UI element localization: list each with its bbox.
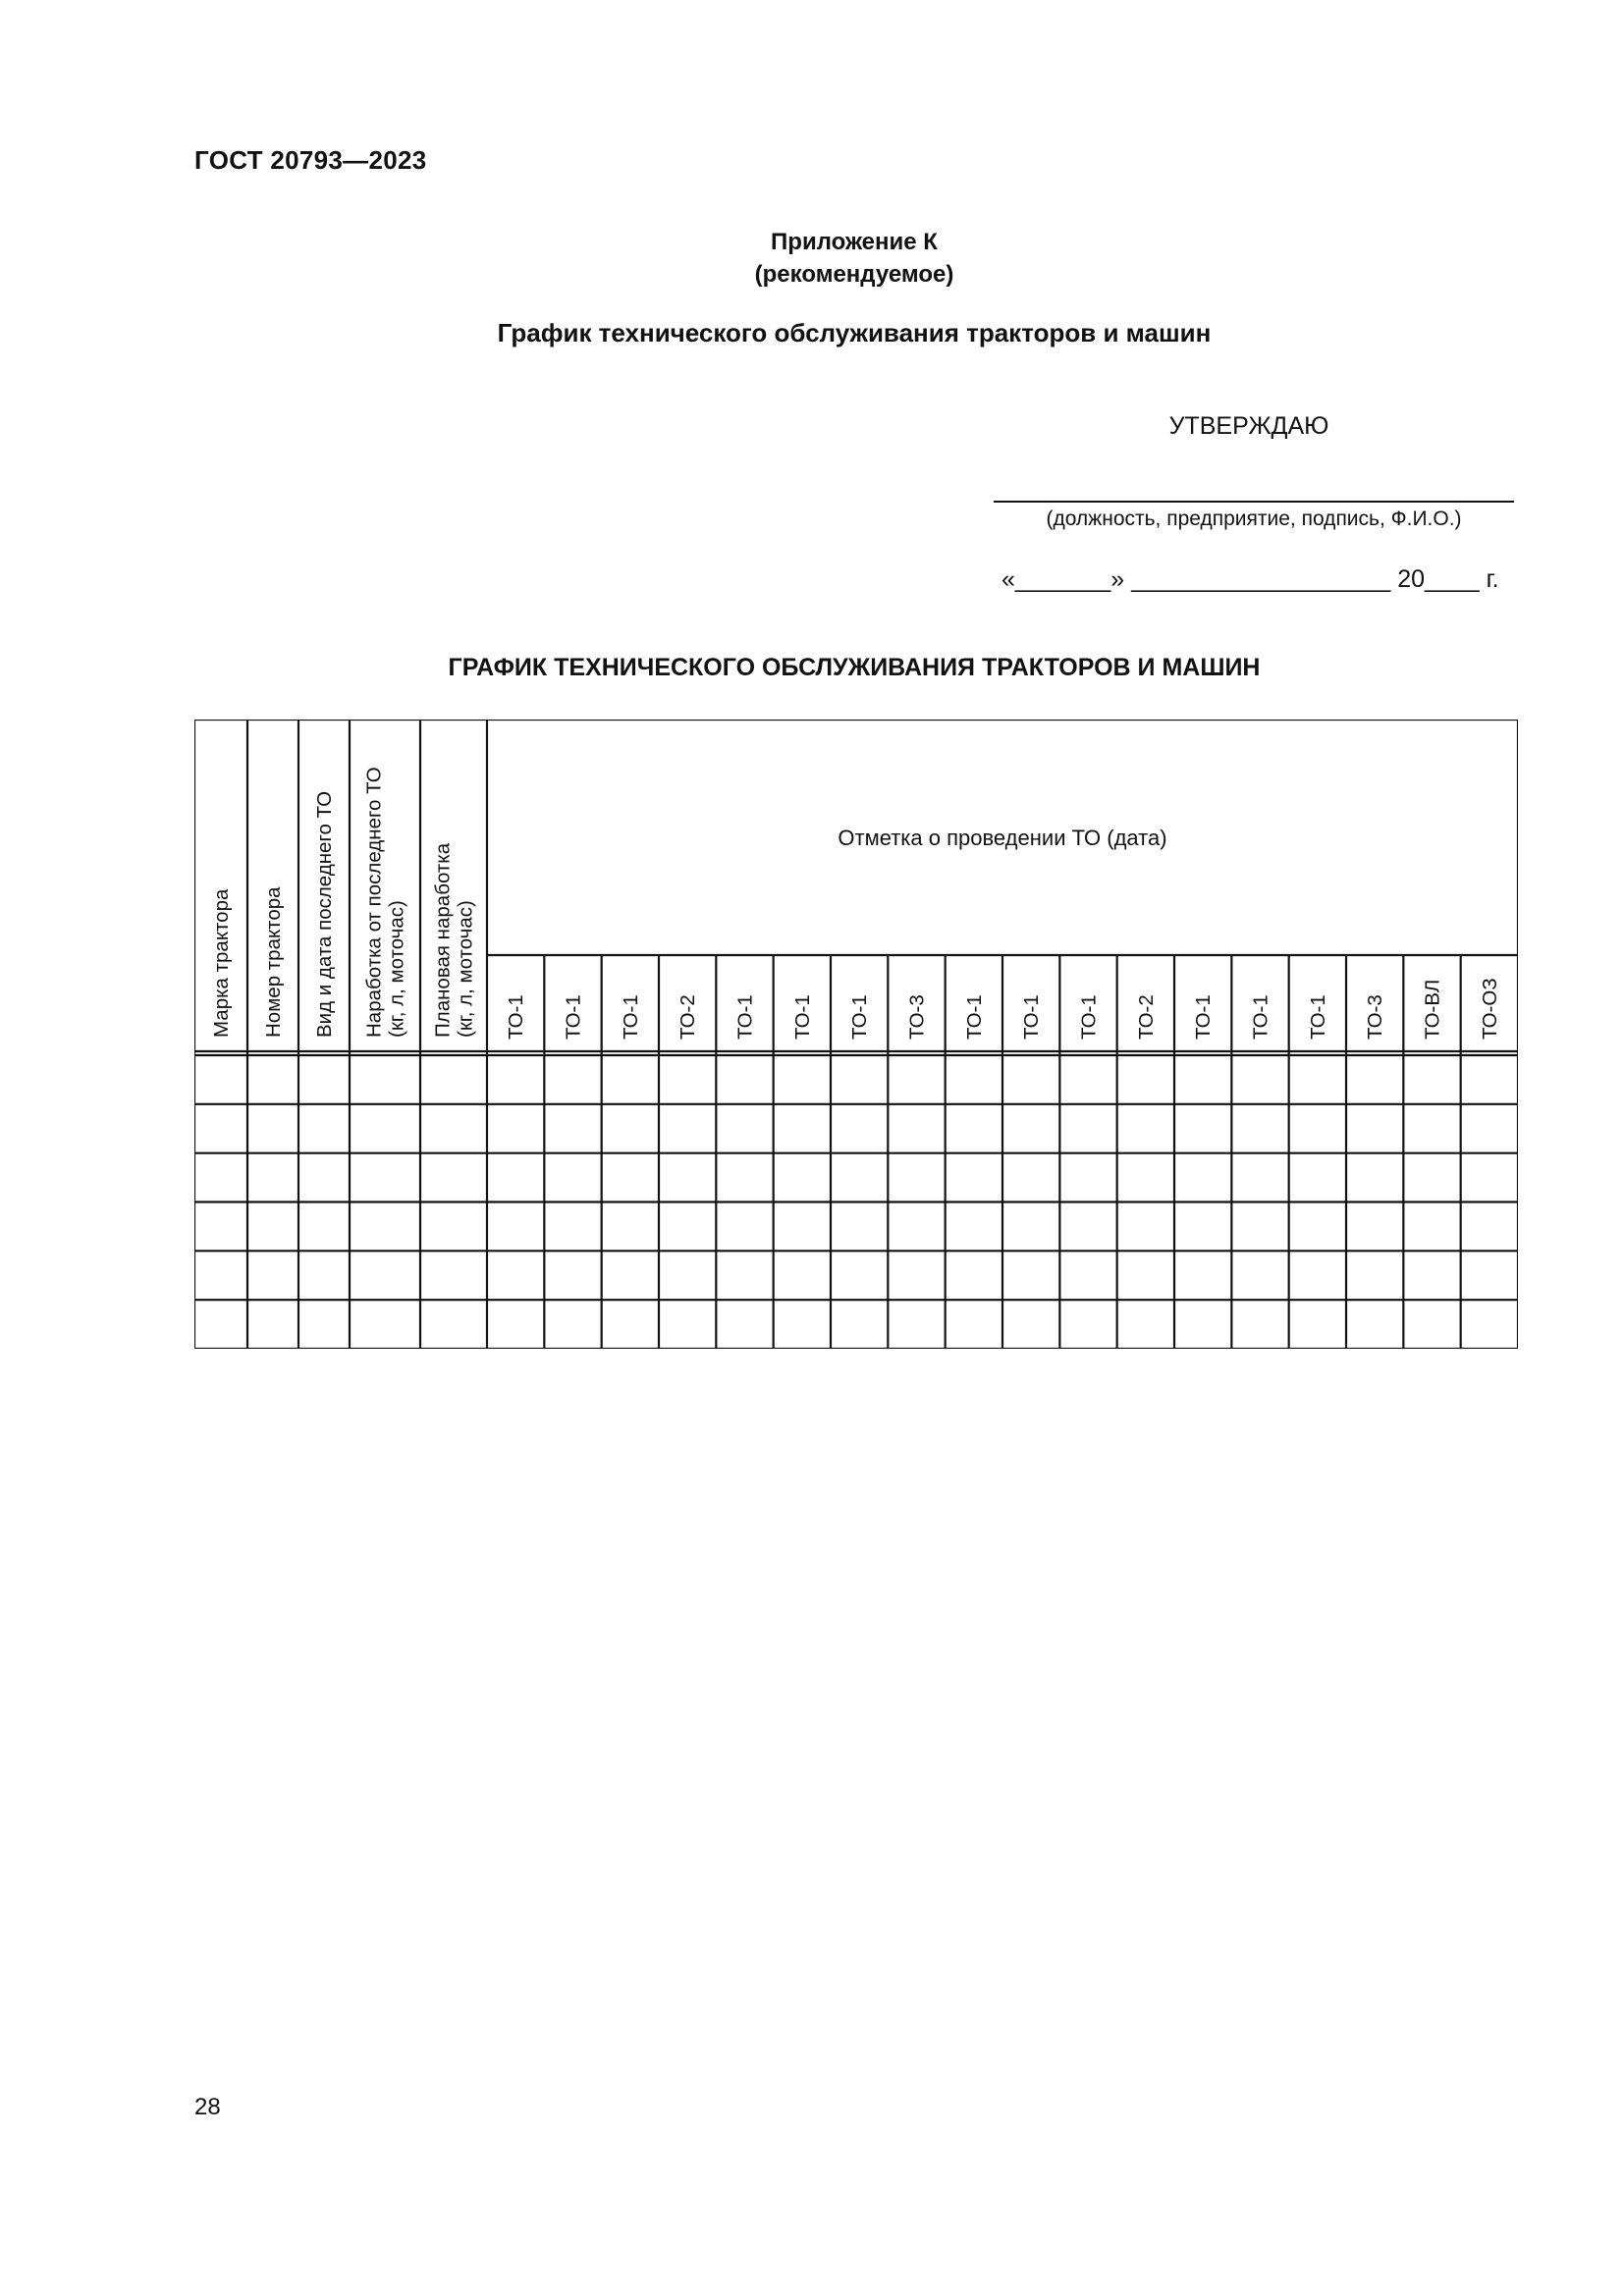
maintenance-column-label: ТО-1 [562,994,585,1040]
maintenance-column-label: ТО-1 [962,994,986,1040]
column-header-2: Номер трактора [262,886,285,1038]
column-header-5: Плановая наработка [431,842,455,1038]
maintenance-schedule-table [194,720,1518,1349]
signature-caption: (должность, предприятие, подпись, Ф.И.О.) [1046,507,1462,530]
maintenance-column-label: ТО-3 [905,994,929,1040]
column-header-3: Вид и дата последнего ТО [313,790,336,1038]
table-title: ГРАФИК ТЕХНИЧЕСКОГО ОБСЛУЖИВАНИЯ ТРАКТОРОВ И МАШИН [448,654,1261,681]
maintenance-column-label: ТО-1 [1020,994,1044,1040]
maintenance-column-label: ТО-1 [733,994,757,1040]
standard-code: ГОСТ 20793—2023 [194,145,427,175]
maintenance-column-label: ТО-1 [848,994,872,1040]
maintenance-column-label: ТО-2 [1134,994,1158,1040]
signature-line [994,501,1514,503]
approval-date-line: «_______» ___________________ 20____ г. [1001,565,1499,593]
maintenance-column-label: ТО-1 [1249,994,1272,1040]
maintenance-column-label: ТО-1 [790,994,814,1040]
appendix-heading [0,226,1624,291]
maintenance-column-label: ТО-1 [619,994,642,1040]
maintenance-column-label: ТО-1 [505,994,528,1040]
approval-word: УТВЕРЖДАЮ [1168,412,1329,440]
maintenance-column-label: ТО-1 [1077,994,1101,1040]
column-header-5: (кг, л, моточас) [454,900,477,1038]
column-header-1: Марка трактора [210,888,233,1038]
maintenance-column-label: ТО-2 [677,994,700,1040]
document-title: График технического обслуживания тракторов и машин [497,318,1212,347]
maintenance-column-label: ТО-ВЛ [1421,979,1444,1040]
schedule-grid [194,720,1518,1349]
column-header-4: (кг, л, моточас) [385,900,408,1038]
appendix-label: Приложение К [771,229,938,255]
column-header-4: Наработка от последнего ТО [362,767,386,1038]
maintenance-column-label: ТО-1 [1306,994,1329,1040]
maintenance-column-label: ТО-3 [1364,994,1387,1040]
maintenance-header: Отметка о проведении ТО (дата) [838,826,1167,850]
maintenance-column-label: ТО-1 [1192,994,1216,1040]
appendix-status: (рекомендуемое) [754,261,954,288]
maintenance-column-label: ТО-ОЗ [1478,978,1501,1040]
page-number: 28 [194,2094,221,2120]
